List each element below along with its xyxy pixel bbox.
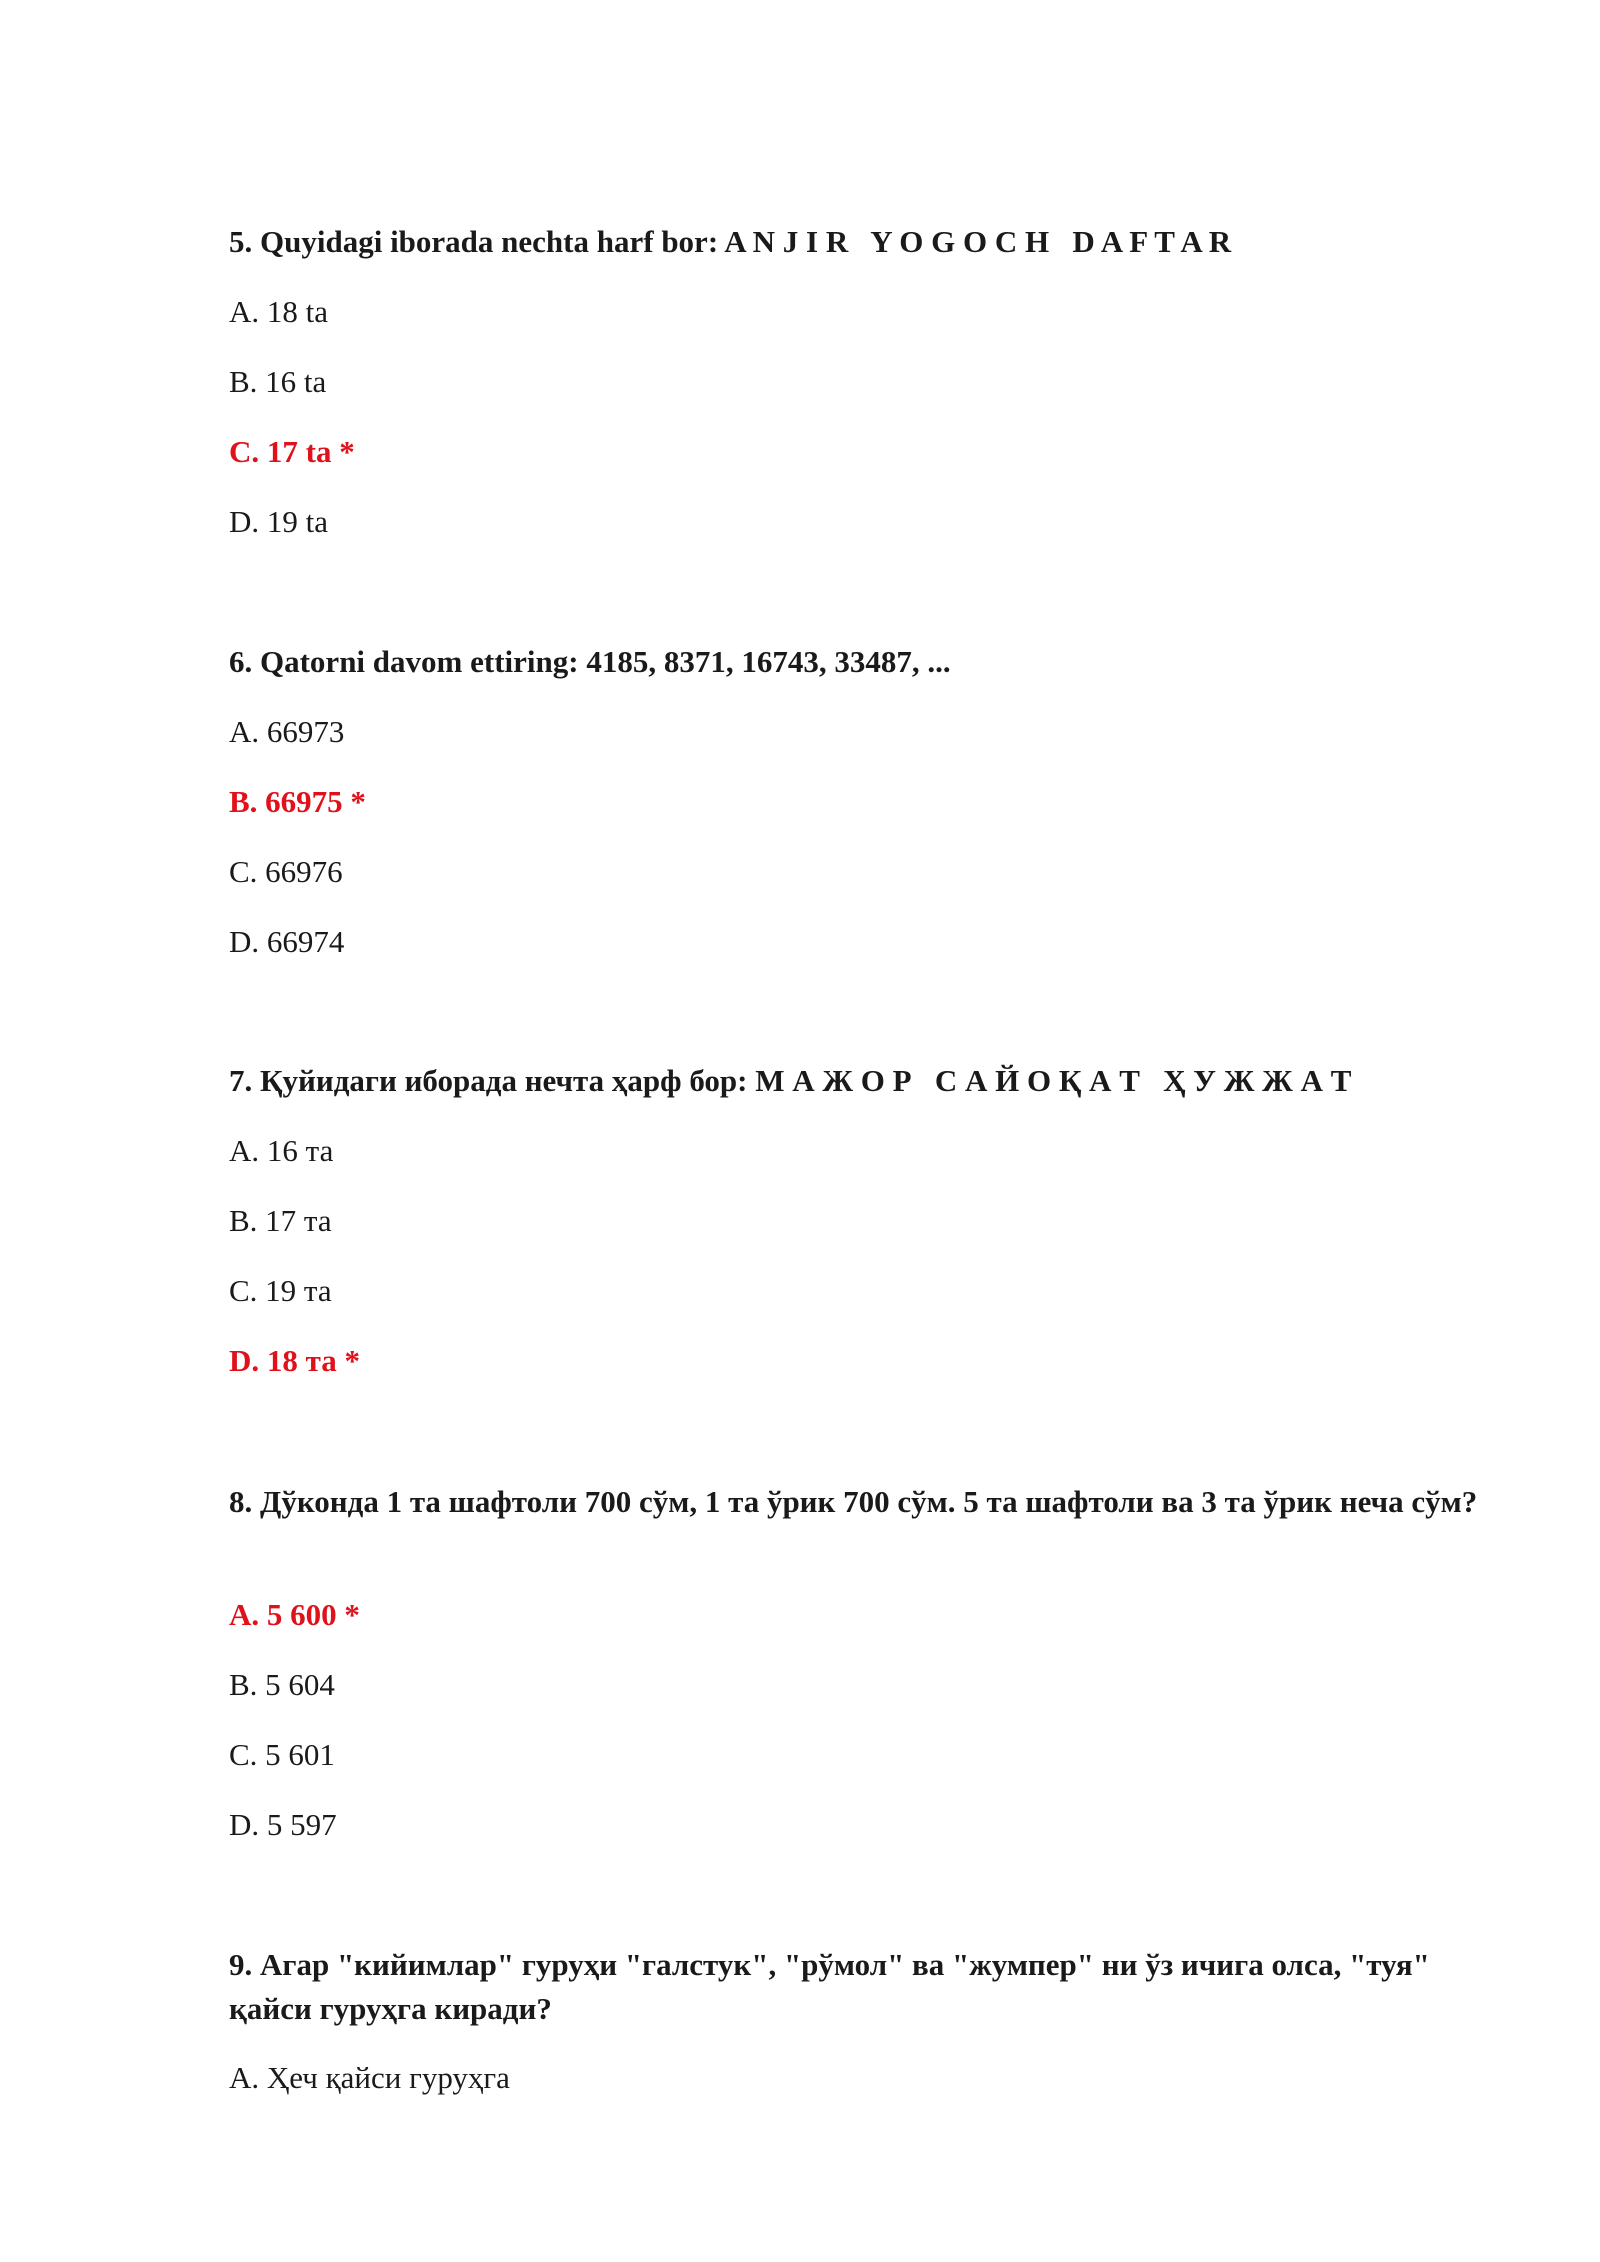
question-8-option-b: B. 5 604	[229, 1667, 335, 1702]
question-5-stem-text: 5. Quyidagi iborada nechta harf bor:	[229, 224, 725, 259]
question-6-option-b-correct: B. 66975 *	[229, 784, 366, 819]
question-7-option-a: A. 16 та	[229, 1133, 334, 1168]
question-5-letters: A N J I R Y O G O C H D A F T A R	[724, 224, 1232, 259]
question-7-option-b: B. 17 та	[229, 1203, 332, 1238]
question-8-option-d: D. 5 597	[229, 1807, 337, 1842]
question-7-option-d-correct: D. 18 та *	[229, 1343, 360, 1378]
question-9-stem: 9. Агар "кийимлар" гуруҳи "галстук", "рўмол" ва "жумпер" ни ўз ичига олса, "туя" қайси гуруҳга киради?	[229, 1947, 1430, 2026]
question-5-option-b: B. 16 ta	[229, 364, 327, 399]
question-5	[229, 220, 1489, 539]
question-8	[229, 1480, 1489, 1842]
question-7-option-c: C. 19 та	[229, 1273, 332, 1308]
question-5-stem	[229, 220, 1489, 264]
question-7-stem	[229, 1059, 1489, 1103]
question-8-option-c: C. 5 601	[229, 1737, 335, 1772]
question-5-option-a: A. 18 ta	[229, 294, 329, 329]
question-8-stem: 8. Дўконда 1 та шафтоли 700 сўм, 1 та ўрик 700 сўм. 5 та шафтоли ва 3 та ўрик неча сўм?	[229, 1484, 1478, 1519]
question-7-letters: М А Ж О Р С А Й О Қ А Т Ҳ У Ж Ж А Т	[755, 1063, 1352, 1098]
question-6-option-c: C. 66976	[229, 854, 343, 889]
question-5-option-d: D. 19 ta	[229, 504, 329, 539]
question-9	[229, 1943, 1489, 2095]
question-7	[229, 1059, 1489, 1378]
question-6	[229, 640, 1489, 959]
question-6-stem: 6. Qatorni davom ettiring: 4185, 8371, 16743, 33487, ...	[229, 644, 951, 679]
question-6-option-a: A. 66973	[229, 714, 345, 749]
question-5-option-c-correct: C. 17 ta *	[229, 434, 355, 469]
question-8-option-a-correct: A. 5 600 *	[229, 1597, 360, 1632]
question-9-option-a: A. Ҳеч қайси гуруҳга	[229, 2060, 510, 2095]
question-7-stem-text: 7. Қуйидаги иборада нечта ҳарф бор:	[229, 1063, 756, 1098]
question-6-option-d: D. 66974	[229, 924, 345, 959]
